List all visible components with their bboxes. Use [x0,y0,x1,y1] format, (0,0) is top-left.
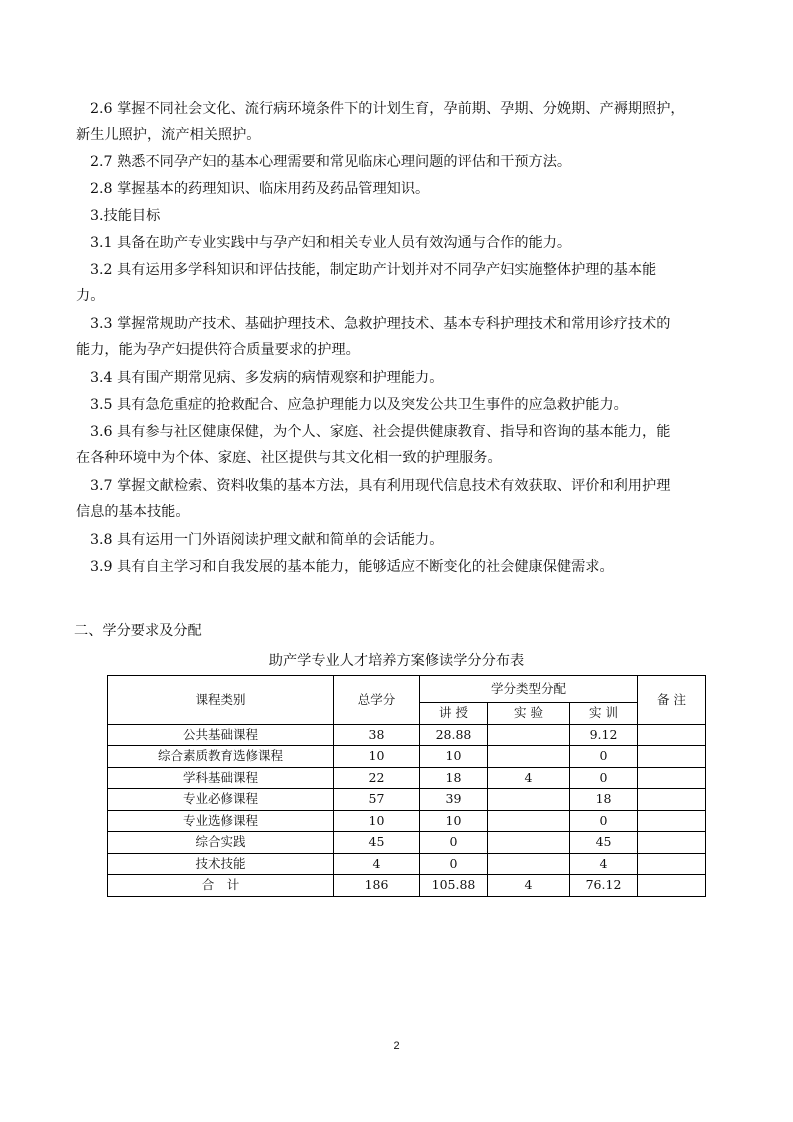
table-row [108,789,706,811]
cell-lecture: 39 [420,789,488,811]
header-training: 实 训 [570,703,638,725]
heading-skill-goals: 3.技能目标 [90,208,161,224]
cell-remarks [638,789,706,811]
cell-training: 4 [570,853,638,875]
cell-category: 综合素质教育选修课程 [108,746,334,768]
cell-category: 专业选修课程 [108,810,334,832]
cell-lecture: 105.88 [420,875,488,897]
credits-table [107,675,706,897]
cell-training: 45 [570,832,638,854]
table-row [108,853,706,875]
cell-category: 技术技能 [108,853,334,875]
header-category: 课程类别 [108,676,334,725]
cell-training: 0 [570,767,638,789]
cell-experiment: 4 [488,767,570,789]
cell-category: 学科基础课程 [108,767,334,789]
paragraph-3-8: 3.8 具有运用一门外语阅读护理文献和简单的会话能力。 [90,532,444,548]
cell-experiment [488,789,570,811]
cell-experiment [488,832,570,854]
cell-experiment [488,853,570,875]
paragraph-line: 新生儿照护，流产相关照护。 [76,127,261,143]
table-row [108,724,706,746]
cell-training: 76.12 [570,875,638,897]
cell-category: 综合实践 [108,832,334,854]
cell-lecture: 0 [420,832,488,854]
cell-training: 0 [570,746,638,768]
cell-lecture: 10 [420,810,488,832]
paragraph-3-9: 3.9 具有自主学习和自我发展的基本能力，能够适应不断变化的社会健康保健需求。 [90,559,614,575]
cell-lecture: 18 [420,767,488,789]
paragraph-2-8: 2.8 掌握基本的药理知识、临床用药及药品管理知识。 [90,181,430,197]
cell-total: 45 [334,832,420,854]
table-total-row [108,875,706,897]
cell-experiment [488,746,570,768]
cell-total: 10 [334,746,420,768]
page-number: 2 [393,1040,400,1052]
cell-total: 10 [334,810,420,832]
cell-remarks [638,746,706,768]
cell-total: 57 [334,789,420,811]
paragraph-3-4: 3.4 具有围产期常见病、多发病的病情观察和护理能力。 [90,370,444,386]
cell-category: 合 计 [108,875,334,897]
cell-remarks [638,832,706,854]
cell-training: 18 [570,789,638,811]
cell-remarks [638,810,706,832]
paragraph-2-7: 2.7 熟悉不同孕产妇的基本心理需要和常见临床心理问题的评估和干预方法。 [90,154,572,170]
cell-experiment [488,724,570,746]
header-remarks: 备 注 [638,676,706,725]
cell-remarks [638,724,706,746]
cell-experiment [488,810,570,832]
cell-remarks [638,767,706,789]
cell-total: 38 [334,724,420,746]
cell-experiment: 4 [488,875,570,897]
paragraph-3-1: 3.1 具备在助产专业实践中与孕产妇和相关专业人员有效沟通与合作的能力。 [90,235,572,251]
cell-lecture: 10 [420,746,488,768]
paragraph-line: 3.7 掌握文献检索、资料收集的基本方法，具有利用现代信息技术有效获取、评价和利用护理 [90,478,671,494]
paragraph-line: 信息的基本技能。 [76,504,190,520]
cell-training: 9.12 [570,724,638,746]
paragraph-line: 3.2 具有运用多学科知识和评估技能，制定助产计划并对不同孕产妇实施整体护理的基本能 [90,262,657,278]
header-lecture: 讲 授 [420,703,488,725]
cell-remarks [638,875,706,897]
table-row [108,767,706,789]
table-title: 助产学专业人才培养方案修读学分分布表 [268,653,525,669]
cell-total: 4 [334,853,420,875]
header-experiment: 实 验 [488,703,570,725]
section-title: 二、学分要求及分配 [74,623,202,639]
paragraph-3-5: 3.5 具有急危重症的抢救配合、应急护理能力以及突发公共卫生事件的应急救护能力。 [90,397,628,413]
cell-remarks [638,853,706,875]
paragraph-line: 力。 [76,288,105,304]
paragraph-line: 能力，能为孕产妇提供符合质量要求的护理。 [76,342,360,358]
header-distribution: 学分类型分配 [420,676,638,703]
header-total: 总学分 [334,676,420,725]
cell-lecture: 0 [420,853,488,875]
cell-lecture: 28.88 [420,724,488,746]
paragraph-line: 3.3 掌握常规助产技术、基础护理技术、急救护理技术、基本专科护理技术和常用诊疗技术的 [90,316,671,332]
table-row [108,746,706,768]
table-row [108,810,706,832]
table-row [108,832,706,854]
cell-total: 186 [334,875,420,897]
cell-training: 0 [570,810,638,832]
cell-total: 22 [334,767,420,789]
paragraph-line: 3.6 具有参与社区健康保健，为个人、家庭、社会提供健康教育、指导和咨询的基本能力，能 [90,424,671,440]
cell-category: 专业必修课程 [108,789,334,811]
paragraph-line: 在各种环境中为个体、家庭、社区提供与其文化相一致的护理服务。 [76,450,502,466]
cell-category: 公共基础课程 [108,724,334,746]
table-header-row [108,676,706,703]
paragraph-line: 2.6 掌握不同社会文化、流行病环境条件下的计划生育，孕前期、孕期、分娩期、产褥期照护， [90,101,685,117]
